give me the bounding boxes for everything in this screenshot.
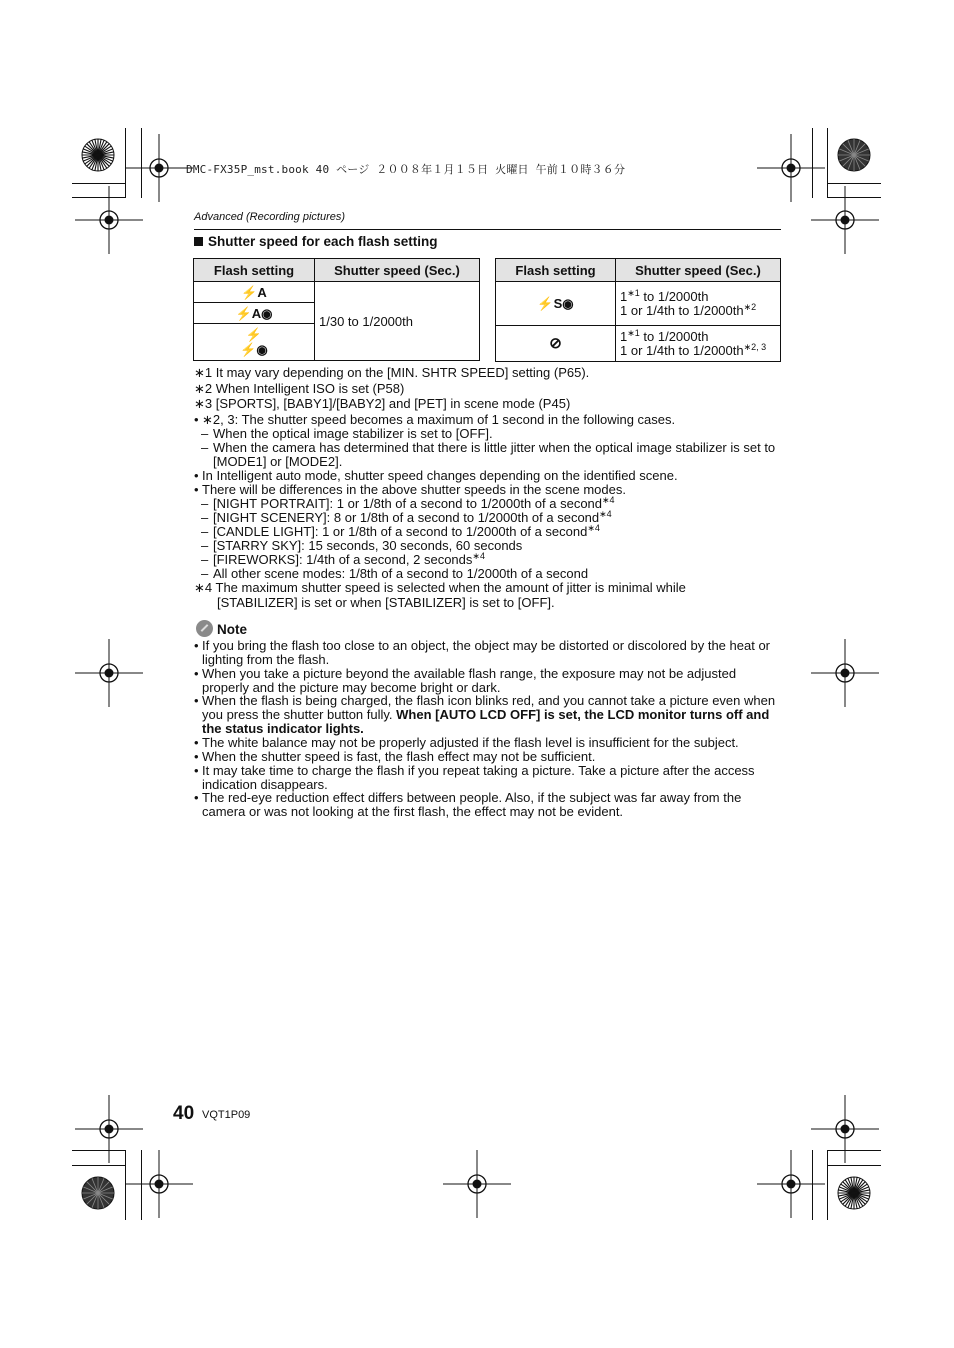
note-item: • The red-eye reduction effect differs between people. Also, if the subject was far away from the camera or was not looking at the first flash, the effect may not be evident.: [194, 790, 742, 819]
flash-on-icon: ⚡: [245, 327, 263, 342]
note-item: • When you take a picture beyond the available flash range, the exposure may not be adjusted properly and the picture may become bright or dark.: [194, 666, 737, 695]
footnote-4: ∗4 The maximum shutter speed is selected when the amount of jitter is minimal while: [194, 580, 686, 595]
note-title: Note: [196, 620, 247, 637]
flash-table-right: [495, 258, 781, 362]
shutter-speed-value: 1/30 to 1/2000th: [315, 282, 480, 361]
page-number: 40: [173, 1103, 195, 1124]
scene-dash-item: – [FIREWORKS]: 1/4th of a second, 2 seconds$^{∗4}$: [201, 551, 485, 567]
col-header-flash-setting: Flash setting: [194, 259, 315, 282]
page-heading: Shutter speed for each flash setting: [194, 234, 438, 249]
bullet-item: • There will be differences in the above shutter speeds in the scene modes.: [194, 482, 626, 497]
note-item: • It may take time to charge the flash if you repeat taking a picture. Take a picture after the access indication disappears.: [194, 763, 755, 792]
section-label: Advanced (Recording pictures): [194, 211, 346, 223]
dash-item: – When the optical image stabilizer is set to [OFF].: [201, 426, 493, 441]
flash-auto-redeye-icon: ⚡A◉: [235, 305, 273, 321]
header-rule: [194, 229, 781, 230]
model-code: VQT1P09: [202, 1109, 251, 1121]
flash-table-left: [193, 258, 480, 361]
scene-dash-item: – All other scene modes: 1/8th of a second to 1/2000th of a second: [201, 566, 589, 581]
footnote-1: ∗1 It may vary depending on the [MIN. SHTR SPEED] setting (P65).: [194, 365, 590, 380]
scene-dash-item: – [NIGHT SCENERY]: 8 or 1/8th of a second to 1/2000th of a second$^{∗4}$: [201, 509, 612, 525]
footnote-4-cont: [STABILIZER] is set or when [STABILIZER] is set to [OFF].: [217, 595, 555, 610]
scene-dash-item: – [NIGHT PORTRAIT]: 1 or 1/8th of a second to 1/2000th of a second$^{∗4}$: [201, 495, 615, 511]
pencil-note-icon: [196, 620, 213, 637]
flash-auto-icon: ⚡A: [241, 284, 267, 300]
col-header-flash-setting: Flash setting: [496, 259, 616, 282]
square-bullet-icon: [194, 237, 203, 246]
print-info: DMC-FX35P_mst.book 40 ページ ２００８年１月１５日 火曜日 午前１０時３６分: [186, 163, 626, 176]
shutter-speed-cell: $1^{∗1}$ to 1/2000th 1 or 1/4th to $1/2000th^{∗2, 3}$: [616, 326, 781, 362]
note-item: • The white balance may not be properly adjusted if the flash level is insufficient for the subject.: [194, 735, 739, 750]
scene-dash-item: – [STARRY SKY]: 15 seconds, 30 seconds, 60 seconds: [201, 538, 523, 553]
dash-item: – When the camera has determined that there is little jitter when the optical image stabilizer is set to [MODE1] or [MODE2].: [201, 440, 776, 469]
scene-dash-item: – [CANDLE LIGHT]: 1 or 1/8th of a second to 1/2000th of a second$^{∗4}$: [201, 523, 600, 539]
flash-on-redeye-icon: ⚡◉: [240, 342, 268, 357]
flash-off-icon: ⊘: [549, 335, 562, 352]
col-header-shutter-speed: Shutter speed (Sec.): [616, 259, 781, 282]
note-item: • When the flash is being charged, the flash icon blinks red, and you cannot take a picture even when you press the shutter button fully. When [AUTO LCD OFF] is set, the LCD monitor turns off and the status indicator lights.: [194, 693, 776, 736]
note-item: • If you bring the flash too close to an object, the object may be distorted or discolored by the heat or lighting from the flash.: [194, 638, 771, 667]
flash-slow-sync-redeye-icon: ⚡S◉: [537, 296, 574, 311]
shutter-speed-cell: $1^{∗1}$ to 1/2000th 1 or 1/4th to $1/2000th^{∗2}$: [616, 282, 781, 326]
footnote-3: ∗3 [SPORTS], [BABY1]/[BABY2] and [PET] in scene mode (P45): [194, 396, 571, 411]
bullet-item: • In Intelligent auto mode, shutter speed changes depending on the identified scene.: [194, 468, 678, 483]
note-item: • When the shutter speed is fast, the flash effect may not be sufficient.: [194, 749, 596, 764]
footnote-2: ∗2 When Intelligent ISO is set (P58): [194, 381, 405, 396]
col-header-shutter-speed: Shutter speed (Sec.): [315, 259, 480, 282]
bullet-item: • ∗2, 3: The shutter speed becomes a maximum of 1 second in the following cases.: [194, 412, 676, 427]
